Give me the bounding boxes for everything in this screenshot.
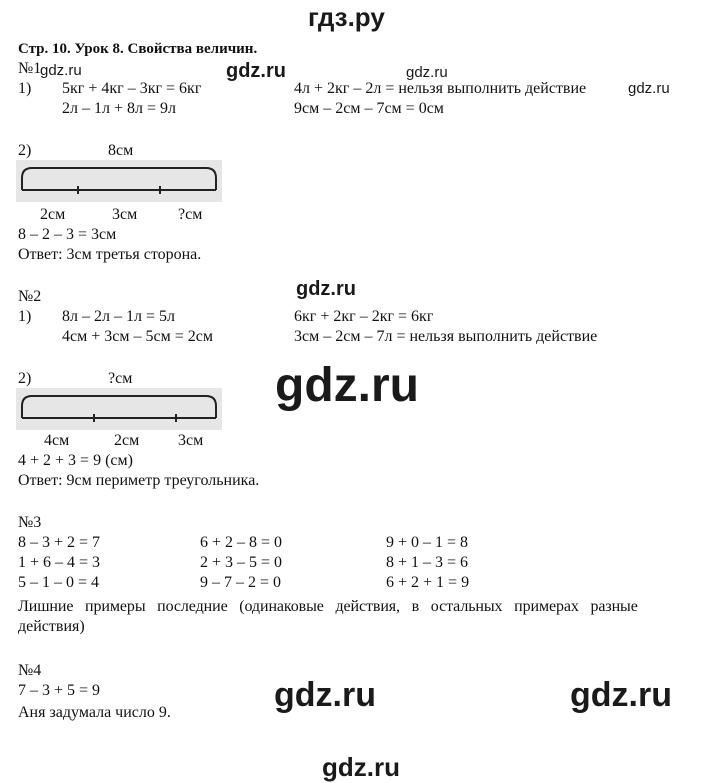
watermark-large-2: gdz.ru (274, 676, 376, 714)
task1-left-line1: 5кг + 4кг – 3кг = 6кг (62, 80, 202, 97)
task3-col2-row2: 2 + 3 – 5 = 0 (200, 554, 283, 571)
task2-left-line2: 4см + 3см – 5см = 2см (62, 328, 213, 345)
task2-right-line2: 3см – 2см – 7л = нельзя выполнить действие (294, 328, 598, 345)
task1-seg-label-2: 3см (112, 206, 138, 223)
task1-part1-label: 1) (18, 80, 32, 97)
task1-right-line1: 4л + 2кг – 2л = нельзя выполнить действие (294, 80, 587, 97)
task3-col1-row2: 1 + 6 – 4 = 3 (18, 554, 101, 571)
watermark-large-1: gdz.ru (275, 359, 419, 412)
site-title: гдз.ру (308, 2, 385, 32)
task1-seg-label-3: ?см (178, 206, 203, 223)
task1-left-line2: 2л – 1л + 8л = 9л (62, 100, 176, 117)
watermark-small-1: gdz.ru (40, 62, 82, 79)
task4-answer: Аня задумала число 9. (18, 704, 171, 721)
watermark-large-3: gdz.ru (570, 676, 672, 714)
segment-diagram-2 (16, 388, 222, 430)
watermark-small-3: gdz.ru (628, 80, 670, 97)
task2-answer: Ответ: 9см периметр треугольника. (18, 472, 260, 489)
task1-equation: 8 – 2 – 3 = 3см (18, 226, 117, 243)
task3-col3-row1: 9 + 0 – 1 = 8 (386, 534, 469, 551)
task1-right-line2: 9см – 2см – 7см = 0см (294, 100, 444, 117)
task2-seg-label-3: 3см (178, 432, 204, 449)
task1-seg-label-1: 2см (40, 206, 66, 223)
task4-label: №4 (18, 662, 42, 679)
task3-col3-row2: 8 + 1 – 3 = 6 (386, 554, 469, 571)
task2-left-line1: 8л – 2л – 1л = 5л (62, 308, 175, 325)
task3-note-line1: Лишние примеры последние (одинаковые действия, в остальных примерах разные (18, 598, 638, 615)
task2-label: №2 (18, 288, 42, 305)
task2-part1-label: 1) (18, 308, 32, 325)
task3-note-line2: действия) (18, 618, 85, 635)
task2-seg-label-1: 4см (44, 432, 70, 449)
task4-equation: 7 – 3 + 5 = 9 (18, 682, 101, 699)
task3-col2-row1: 6 + 2 – 8 = 0 (200, 534, 283, 551)
watermark-bottom: gdz.ru (322, 752, 400, 782)
watermark-medium-2: gdz.ru (296, 278, 356, 300)
task3-col1-row3: 5 – 1 – 0 = 4 (18, 574, 100, 591)
task3-col3-row3: 6 + 2 + 1 = 9 (386, 574, 470, 591)
page-heading: Стр. 10. Урок 8. Свойства величин. (18, 41, 258, 57)
watermark-small-2: gdz.ru (406, 64, 448, 81)
task2-right-line1: 6кг + 2кг – 2кг = 6кг (294, 308, 434, 325)
task1-part2-label: 2) (18, 142, 32, 159)
task2-seg-label-2: 2см (114, 432, 140, 449)
task2-part2-label: 2) (18, 370, 32, 387)
segment-diagram-1 (16, 160, 222, 202)
task2-segment-top-label: ?см (108, 370, 133, 387)
task2-equation: 4 + 2 + 3 = 9 (см) (18, 452, 133, 469)
watermark-medium-1: gdz.ru (226, 60, 286, 82)
task3-col1-row1: 8 – 3 + 2 = 7 (18, 534, 101, 551)
task3-label: №3 (18, 514, 42, 531)
task1-segment-top-label: 8см (108, 142, 134, 159)
task1-label: №1 (18, 60, 42, 77)
task3-col2-row3: 9 – 7 – 2 = 0 (200, 574, 282, 591)
task1-answer: Ответ: 3см третья сторона. (18, 246, 202, 263)
